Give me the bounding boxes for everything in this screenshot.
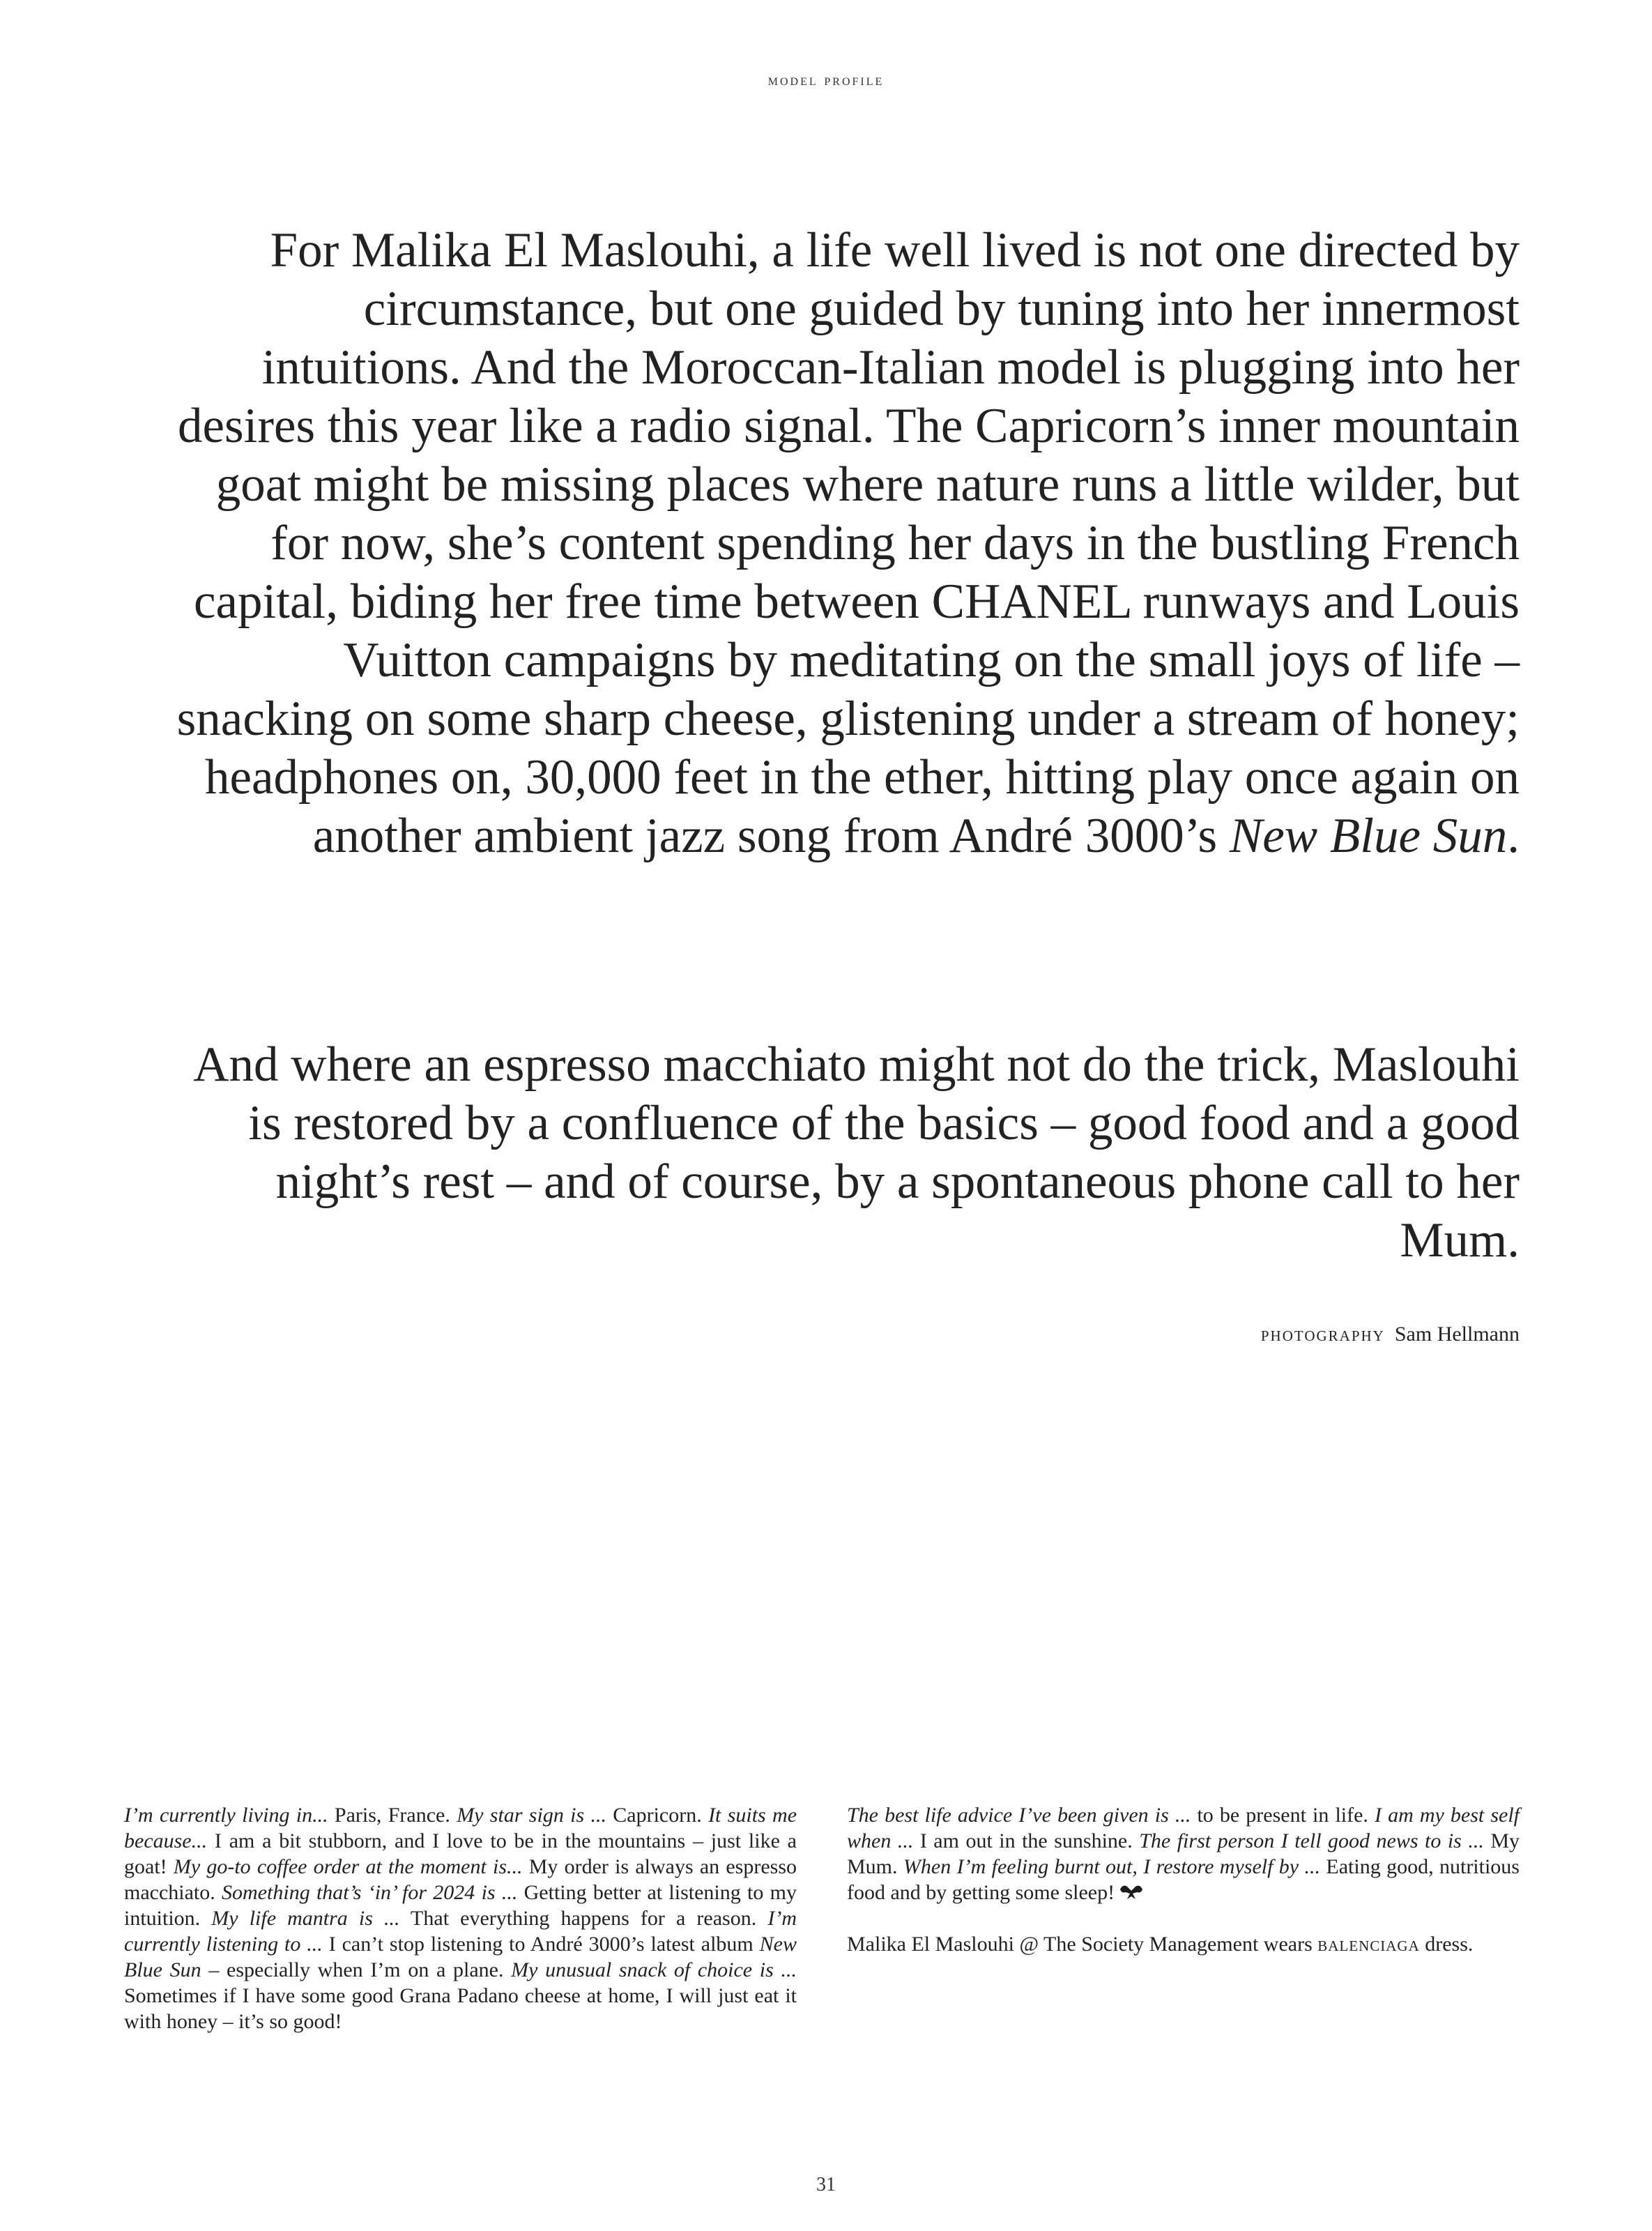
qa-paragraph-1 <box>124 1802 797 2034</box>
styling-credit-text: Malika El Maslouhi @ The Society Management wears <box>847 1933 1318 1956</box>
question: It suits me because... <box>124 1804 797 1852</box>
answer: I am a bit stubborn, and I love to be in the mountains – just like a goat! <box>124 1829 797 1878</box>
question: Something that’s ‘in’ for 2024 is ... <box>222 1881 518 1904</box>
qa-paragraph-2 <box>847 1802 1520 1905</box>
qa-column-right <box>847 1802 1520 1957</box>
photography-label: photography <box>1260 1323 1385 1346</box>
question: My unusual snack of choice is ... <box>511 1958 797 1981</box>
album-title: New Blue Sun <box>124 1933 797 1981</box>
question: The first person I tell good news to is ... <box>1139 1829 1484 1852</box>
answer: Sometimes if I have some good Grana Padano cheese at home, I will just eat it with honey – it’s so good! <box>124 1984 797 2033</box>
question: The best life advice I’ve been given is ... <box>847 1804 1191 1827</box>
brand-name: balenciaga <box>1317 1933 1420 1956</box>
answer: My order is always an espresso macchiato. <box>124 1855 797 1904</box>
question: I am my best self when ... <box>847 1804 1520 1852</box>
page-number: 31 <box>816 2174 836 2195</box>
answer: I can’t stop listening to André 3000’s latest album <box>322 1933 760 1956</box>
question: My star sign is ... <box>457 1804 606 1827</box>
answer: Eating good, nutritious food and by getting some sleep! <box>847 1855 1520 1904</box>
styling-credit <box>847 1931 1520 1957</box>
intro-paragraph-2: And where an espresso macchiato might not do the trick, Maslouhi is restored by a confluence of the basics – good food and a good night’s rest – and of course, by a spontaneous phone call to her Mum. <box>193 1037 1520 1267</box>
answer: – especially when I’m on a plane. <box>201 1958 512 1981</box>
section-label: model profile <box>767 71 885 89</box>
answer: That everything happens for a reason. <box>399 1907 768 1930</box>
question: I’m currently living in... <box>124 1804 328 1827</box>
question: My go-to coffee order at the moment is... <box>173 1855 523 1878</box>
question: I’m currently listening to ... <box>124 1907 797 1956</box>
photographer-name: Sam Hellmann <box>1394 1323 1520 1346</box>
qa-column-left <box>124 1802 797 2034</box>
question: When I’m feeling burnt out, I restore myself by ... <box>903 1855 1321 1878</box>
answer: I am out in the sunshine. <box>913 1829 1140 1852</box>
intro-paragraph-1-end: . <box>1507 809 1520 863</box>
end-mark-icon <box>1117 1882 1145 1902</box>
photography-credit <box>1261 1323 1520 1346</box>
album-title: New Blue Sun <box>1229 809 1508 863</box>
answer: to be present in life. <box>1191 1804 1375 1827</box>
answer: Capricorn. <box>606 1804 709 1827</box>
question: My life mantra is ... <box>211 1907 400 1930</box>
styling-credit-end: dress. <box>1419 1933 1474 1956</box>
answer: My Mum. <box>847 1829 1520 1878</box>
answer: Paris, France. <box>328 1804 457 1827</box>
answer: Getting better at listening to my intuition. <box>124 1881 797 1930</box>
intro-paragraph-1-text: For Malika El Maslouhi, a life well lived is not one directed by circumstance, but one guided by tuning into her innermost intuitions. And the Moroccan-Italian model is plugging into her desires this year like a radio signal. The Capricorn’s inner mountain goat might be missing places where nature runs a little wilder, but for now, she’s content spending her days in the bustling French capital, biding her free time between CHANEL runways and Louis Vuitton campaigns by meditating on the small joys of life – snacking on some sharp cheese, glistening under a stream of honey; headphones on, 30,000 feet in the ether, hitting play once again on another ambient jazz song from André 3000’s <box>176 223 1520 863</box>
intro-paragraph-1 <box>174 221 1520 865</box>
